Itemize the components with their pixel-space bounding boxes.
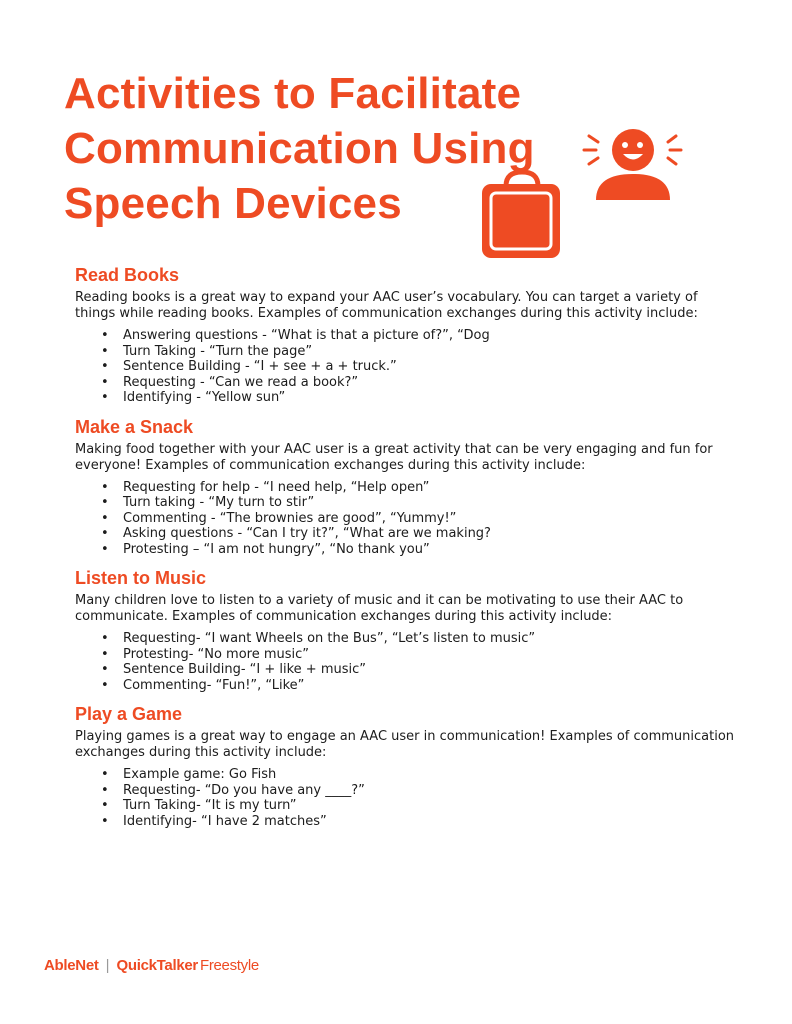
example-list bbox=[75, 631, 735, 693]
example-list bbox=[75, 767, 735, 829]
list-item: • Identifying- “I have 2 matches” bbox=[99, 814, 735, 830]
list-item: • Turn Taking- “It is my turn” bbox=[99, 798, 735, 814]
product-variant: Freestyle bbox=[199, 956, 259, 974]
product-name: QuickTalker bbox=[116, 956, 198, 974]
list-item: • Identifying - “Yellow sun” bbox=[99, 390, 735, 406]
list-item: • Commenting- “Fun!”, “Like” bbox=[99, 678, 735, 694]
list-item: • Asking questions - “Can I try it?”, “What are we making? bbox=[99, 526, 735, 542]
section-make-a-snack bbox=[75, 416, 735, 558]
list-item: • Sentence Building- “I + like + music” bbox=[99, 662, 735, 678]
list-item: • Requesting - “Can we read a book?” bbox=[99, 375, 735, 391]
list-item: • Turn taking - “My turn to stir” bbox=[99, 495, 735, 511]
list-item: • Answering questions - “What is that a picture of?”, “Dog bbox=[99, 328, 735, 344]
section-listen-to-music bbox=[75, 567, 735, 693]
list-item: • Protesting- “No more music” bbox=[99, 647, 735, 663]
brand-name: AbleNet bbox=[44, 956, 99, 974]
footer-logo bbox=[44, 955, 259, 975]
example-list bbox=[75, 328, 735, 406]
list-item: • Commenting - “The brownies are good”, “Yummy!” bbox=[99, 511, 735, 527]
section-heading: Play a Game bbox=[75, 704, 183, 724]
list-item: • Protesting – “I am not hungry”, “No thank you” bbox=[99, 542, 735, 558]
list-item: • Example game: Go Fish bbox=[99, 767, 735, 783]
list-item: • Requesting- “Do you have any ____?” bbox=[99, 783, 735, 799]
happy-person-icon bbox=[584, 129, 681, 200]
list-item: • Requesting- “I want Wheels on the Bus”, “Let’s listen to music” bbox=[99, 631, 735, 647]
activity-sections bbox=[75, 264, 735, 839]
section-intro: Reading books is a great way to expand your AAC user’s vocabulary. You can target a variety of things while reading books. Examples of communication exchanges during this activity include: bbox=[75, 290, 698, 321]
header-illustration bbox=[470, 120, 690, 270]
list-item: • Requesting for help - “I need help, “Help open” bbox=[99, 480, 735, 496]
section-intro: Many children love to listen to a variety of music and it can be motivating to use their AAC to communicate. Examples of communication exchanges during this activity include: bbox=[75, 593, 684, 624]
section-intro: Playing games is a great way to engage an AAC user in communication! Examples of communication exchanges during this activity include: bbox=[75, 729, 735, 760]
list-item: • Turn Taking - “Turn the page” bbox=[99, 344, 735, 360]
title-line: Speech Devices bbox=[64, 179, 402, 228]
title-line: Communication Using bbox=[64, 124, 535, 173]
section-heading: Make a Snack bbox=[75, 416, 194, 437]
section-intro: Making food together with your AAC user is a great activity that can be very engaging and fun for everyone! Examples of communication exchanges during this activity include: bbox=[75, 441, 713, 473]
speech-device-icon bbox=[482, 172, 560, 258]
brand-separator: | bbox=[105, 956, 110, 974]
list-item: • Sentence Building - “I + see + a + truck.” bbox=[99, 359, 735, 375]
section-play-a-game bbox=[75, 703, 735, 829]
section-heading: Read Books bbox=[75, 265, 180, 285]
example-list bbox=[75, 480, 735, 558]
title-line: Activities to Facilitate bbox=[64, 69, 522, 118]
section-heading: Listen to Music bbox=[75, 568, 207, 588]
section-read-books bbox=[75, 264, 735, 406]
